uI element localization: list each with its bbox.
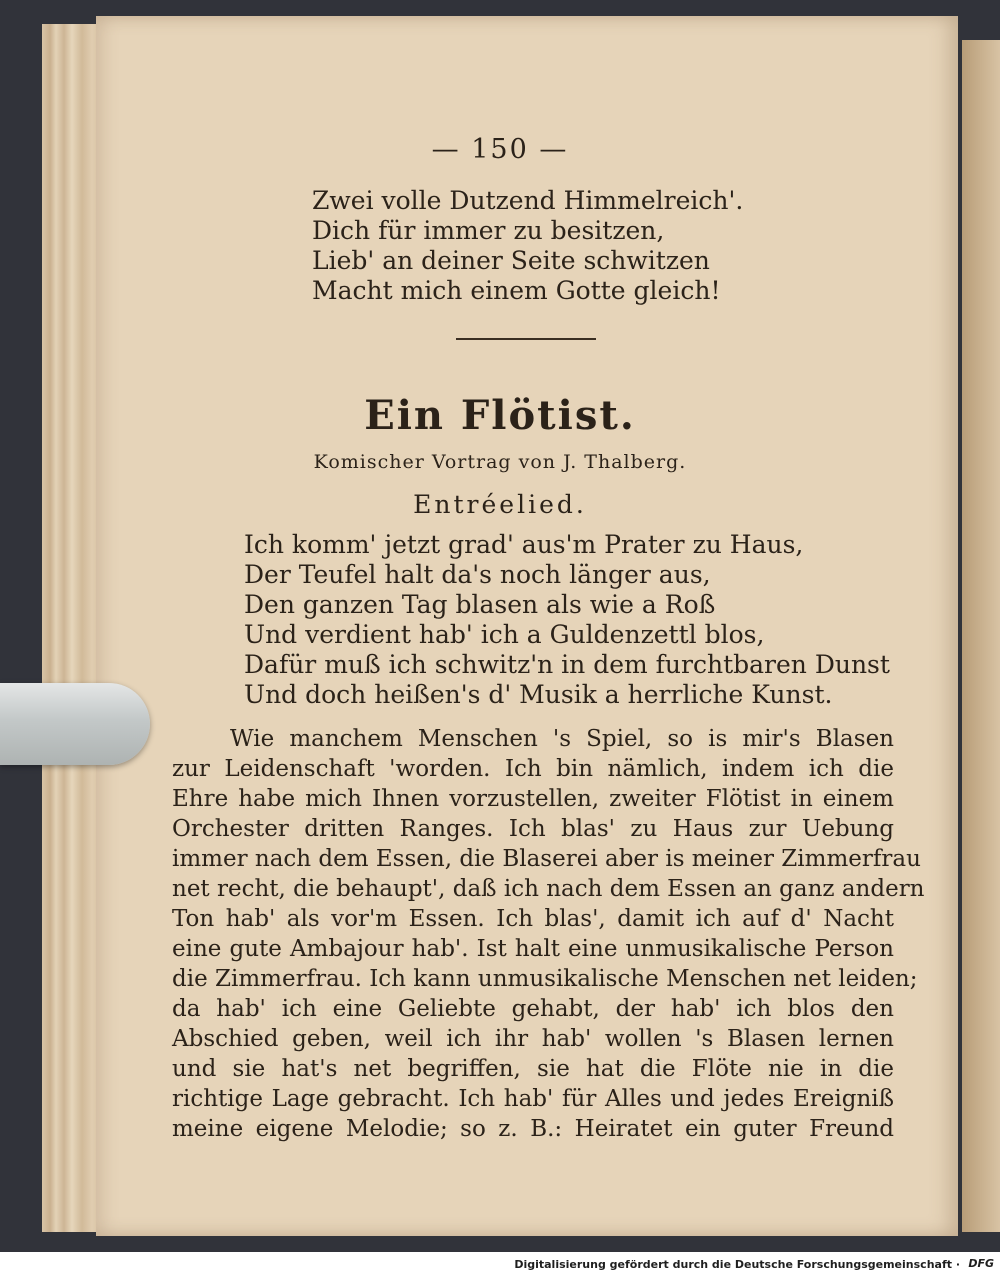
prose-line: immer nach dem Essen, die Blaserei aber is meiner Zimmerfrau [172, 846, 921, 872]
prose-line: eine gute Ambajour hab'. Ist halt eine unmusikalische Person [172, 936, 894, 962]
song-line: Und doch heißen's d' Musik a herrliche Kunst. [244, 680, 833, 709]
page-edges [42, 24, 102, 1232]
piece-title: Ein Flötist. [364, 392, 636, 439]
prose-line: meine eigene Melodie; so z. B.: Heiratet ein guter Freund [172, 1116, 894, 1142]
piece-subtitle: Komischer Vortrag von J. Thalberg. [313, 451, 687, 473]
song-verse [244, 530, 890, 710]
prose-line: net recht, die behaupt', daß ich nach dem Essen an ganz andern [172, 876, 925, 902]
prose-line: zur Leidenschaft 'worden. Ich bin nämlich, indem ich die [172, 756, 894, 782]
prose-line: da hab' ich eine Geliebte gehabt, der hab' ich blos den [172, 996, 894, 1022]
song-line: Dafür muß ich schwitz'n in dem furchtbaren Dunst [244, 650, 890, 679]
poem-end [312, 186, 743, 306]
section-divider [456, 338, 596, 340]
prose-line: Ehre habe mich Ihnen vorzustellen, zweiter Flötist in einem [172, 786, 894, 812]
poem-line: Zwei volle Dutzend Himmelreich'. [312, 186, 744, 215]
page-number: — 150 — [431, 134, 569, 165]
prose-line: richtige Lage gebracht. Ich hab' für Alles und jedes Ereigniß [172, 1086, 894, 1112]
prose-line: und sie hat's net begriffen, sie hat die Flöte nie in die [172, 1056, 894, 1082]
song-line: Und verdient hab' ich a Guldenzettl blos, [244, 620, 765, 649]
prose-line: Abschied geben, weil ich ihr hab' wollen 's Blasen lernen [172, 1026, 894, 1052]
song-line: Ich komm' jetzt grad' aus'm Prater zu Haus, [244, 530, 804, 559]
prose-paragraph [172, 724, 925, 1144]
prose-line: Orchester dritten Ranges. Ich blas' zu Haus zur Uebung [172, 816, 894, 842]
prose-line: Wie manchem Menschen 's Spiel, so is mir's Blasen [230, 726, 894, 752]
funding-credit: Digitalisierung gefördert durch die Deutsche Forschungsgemeinschaft · [514, 1258, 960, 1271]
footer-bar [0, 1252, 1000, 1279]
poem-line: Dich für immer zu besitzen, [312, 216, 665, 245]
prose-line: Ton hab' als vor'm Essen. Ich blas', damit ich auf d' Nacht [172, 906, 894, 932]
poem-line: Lieb' an deiner Seite schwitzen [312, 246, 710, 275]
song-line: Der Teufel halt da's noch länger aus, [244, 560, 711, 589]
prose-line: die Zimmerfrau. Ich kann unmusikalische Menschen net leiden; [172, 966, 918, 992]
poem-line: Macht mich einem Gotte gleich! [312, 276, 721, 305]
facing-page-edge [962, 40, 1000, 1232]
dfg-logo: DFG [968, 1257, 994, 1270]
bookmark-clip [0, 683, 150, 765]
song-line: Den ganzen Tag blasen als wie a Roß [244, 590, 716, 619]
section-heading: Entréelied. [413, 490, 587, 519]
